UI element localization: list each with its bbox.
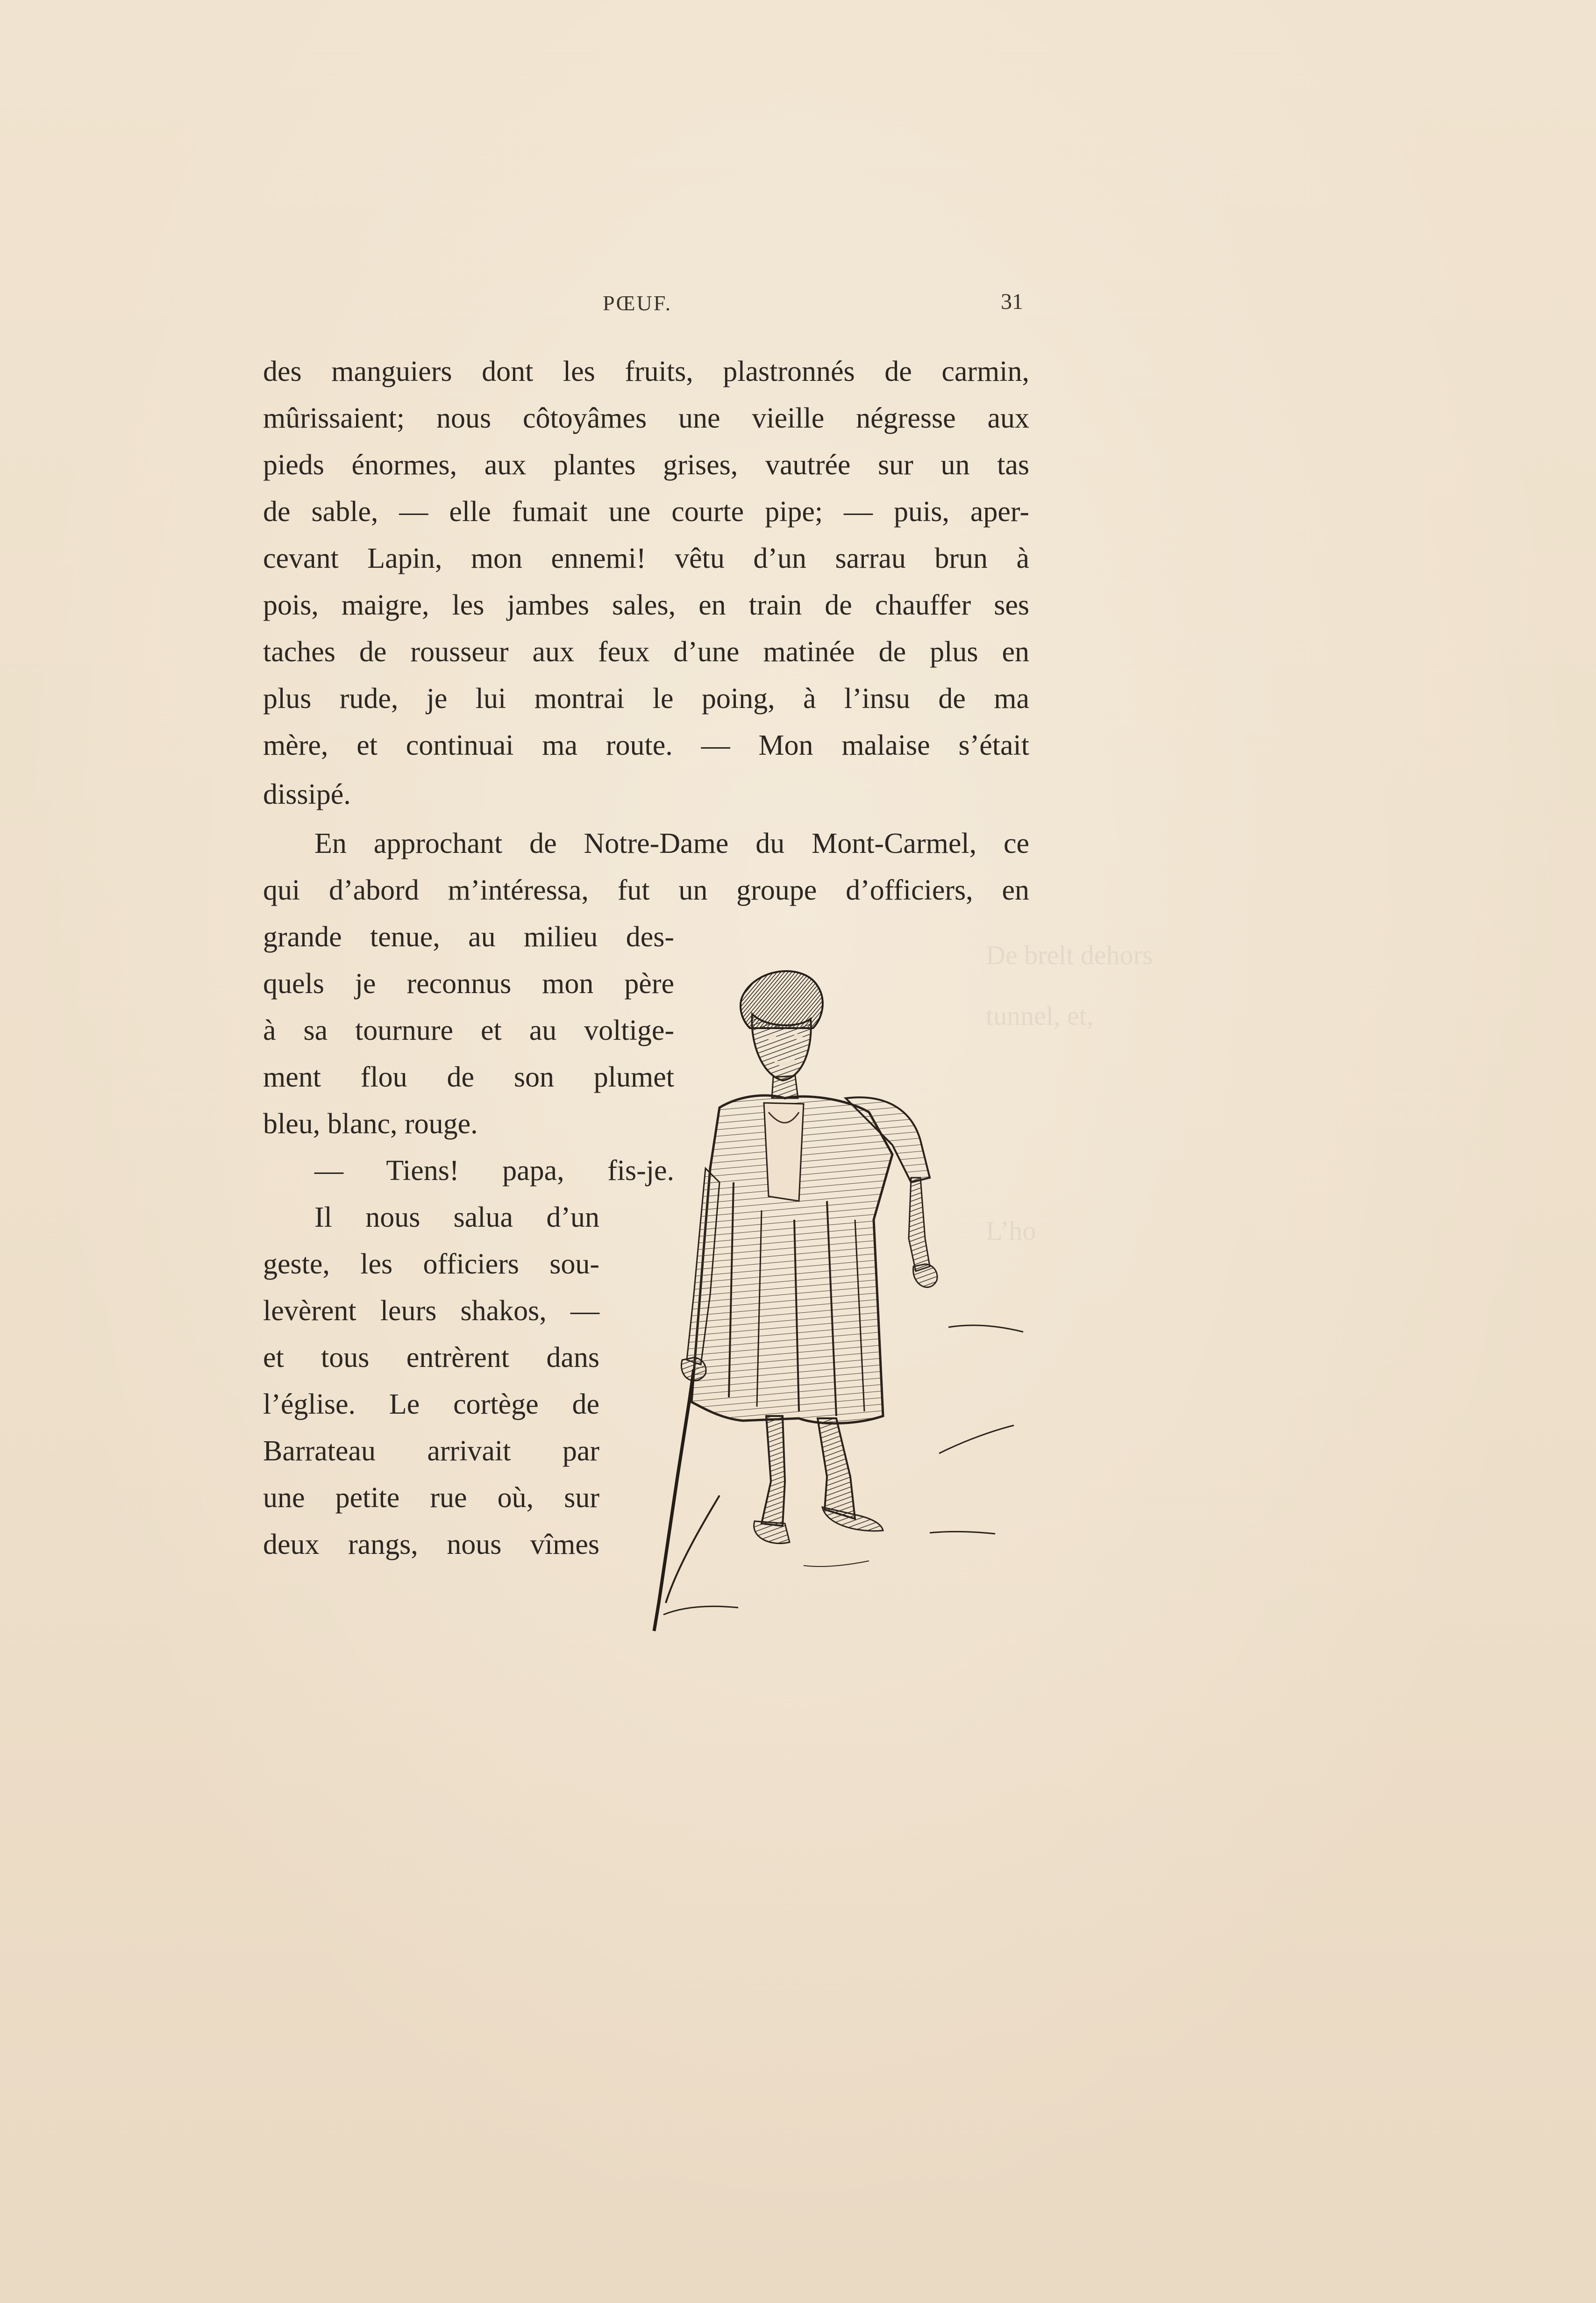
text-line: plus rude, je lui montrai le poing, à l’insu de ma: [263, 683, 1029, 715]
text-line: levèrent leurs shakos, —: [263, 1295, 599, 1327]
text-line: mûrissaient; nous côtoyâmes une vieille négresse aux: [263, 402, 1029, 434]
running-title: PŒUF.: [603, 291, 672, 315]
text-line: pois, maigre, les jambes sales, en train de chauffer ses: [263, 589, 1029, 621]
show-through: De brelt dehors: [986, 940, 1153, 970]
text-line: une petite rue où, sur: [263, 1482, 599, 1514]
text-line: mère, et continuai ma route. — Mon malaise s’était: [263, 730, 1029, 761]
text-line: Barrateau arrivait par: [263, 1435, 599, 1467]
text-line: et tous entrèrent dans: [263, 1342, 599, 1373]
text-line: grande tenue, au milieu des-: [263, 921, 674, 953]
show-through: L’ho: [986, 1216, 1036, 1246]
page-number: 31: [1001, 289, 1023, 314]
text-line: cevant Lapin, mon ennemi! vêtu d’un sarrau brun à: [263, 543, 1029, 574]
text-line: pieds énormes, aux plantes grises, vautrée sur un tas: [263, 449, 1029, 481]
text-line: Il nous salua d’un: [314, 1202, 599, 1233]
show-through: tunnel, et,: [986, 1001, 1094, 1031]
text-line: En approchant de Notre-Dame du Mont-Carmel, ce: [314, 828, 1029, 859]
text-line: quels je reconnus mon père: [263, 968, 674, 1000]
text-line: geste, les officiers sou-: [263, 1248, 599, 1280]
text-line: à sa tournure et au voltige-: [263, 1015, 674, 1046]
text-line: — Tiens! papa, fis-je.: [314, 1155, 674, 1187]
text-line: qui d’abord m’intéressa, fut un groupe d’officiers, en: [263, 874, 1029, 906]
text-line: de sable, — elle fumait une courte pipe; — puis, aper-: [263, 496, 1029, 528]
text-line: taches de rousseur aux feux d’une matinée de plus en: [263, 636, 1029, 668]
text-line: l’église. Le cortège de: [263, 1388, 599, 1420]
text-line: dissipé.: [263, 779, 351, 810]
text-line: ment flou de son plumet: [263, 1061, 674, 1093]
text-line: bleu, blanc, rouge.: [263, 1108, 478, 1140]
text-line: deux rangs, nous vîmes: [263, 1529, 599, 1560]
boy-engraving-illustration: [649, 958, 1070, 1640]
text-line: des manguiers dont les fruits, plastronnés de carmin,: [263, 356, 1029, 387]
boy-figure-icon: [649, 958, 1070, 1640]
